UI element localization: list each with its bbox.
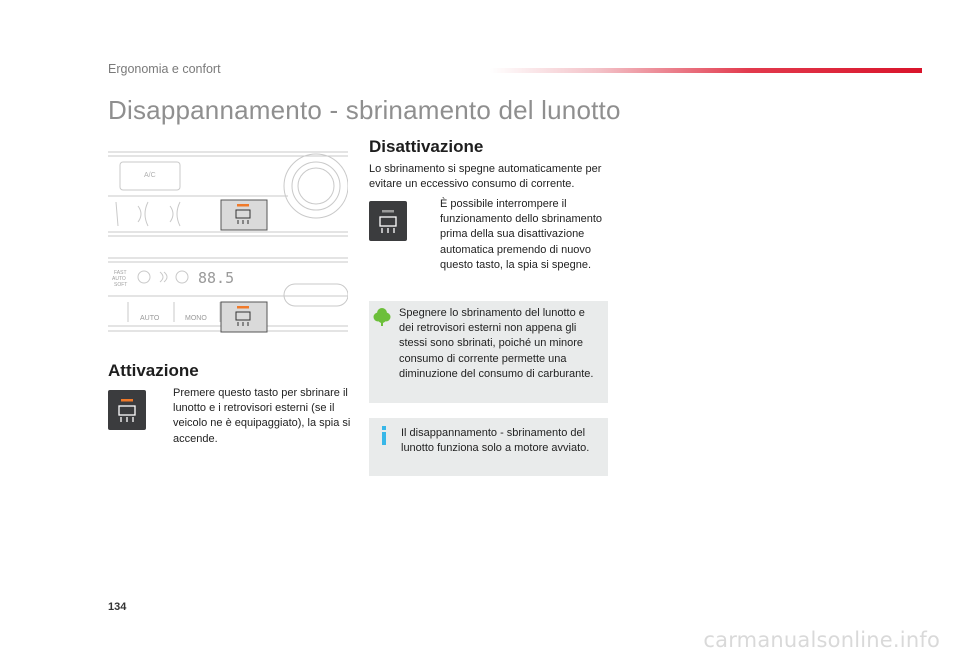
rear-defrost-button-on-icon <box>108 390 146 430</box>
page-title: Disappannamento - sbrinamento del lunotto <box>108 95 621 125</box>
header-accent-bar <box>490 68 922 73</box>
rear-defrost-button-off-icon <box>369 201 407 241</box>
activation-heading: Attivazione <box>108 361 199 380</box>
temperature-display: 88.5 <box>198 269 235 287</box>
activation-text: Premere questo tasto per sbrinare il lunotto e i retrovisori esterni (se il veicolo ne è equipaggiato), la spia si accende. <box>173 387 351 445</box>
fast-label: FAST <box>114 270 127 276</box>
deactivation-text: È possibile interrompere il funzionamento dello sbrinamento prima della sua disattivazione automatica premendo di nuovo questo tasto, la spia si spegne. <box>440 198 603 271</box>
mono-button-label: MONO <box>185 315 207 322</box>
auto-button-label: AUTO <box>140 315 160 322</box>
section-label: Ergonomia e confort <box>108 62 221 76</box>
info-note-panel <box>369 418 608 476</box>
watermark-url: carmanualsonline.info <box>703 628 940 652</box>
page-number: 134 <box>108 601 127 613</box>
deactivation-intro: Lo sbrinamento si spegne automaticamente per evitare un eccessivo consumo di corrente. <box>369 163 602 191</box>
ac-label: A/C <box>144 172 156 179</box>
eco-note-text: Spegnere lo sbrinamento del lunotto e dei retrovisori esterni non appena gli stessi sono sbrinati, poiché un minore consumo di corrente permette una diminuzione del consumo di carburante. <box>399 307 594 380</box>
climate-panel-drawing <box>108 146 348 338</box>
info-icon <box>379 426 389 451</box>
climate-panel-illustration <box>108 146 348 338</box>
info-note-text: Il disappannamento - sbrinamento del lunotto funziona solo a motore avviato. <box>401 427 590 455</box>
deactivation-heading: Disattivazione <box>369 137 484 156</box>
leaf-icon <box>373 307 391 332</box>
soft-label: SOFT <box>114 282 128 288</box>
auto-mode-label: AUTO <box>112 276 126 282</box>
eco-note-panel <box>369 301 608 403</box>
